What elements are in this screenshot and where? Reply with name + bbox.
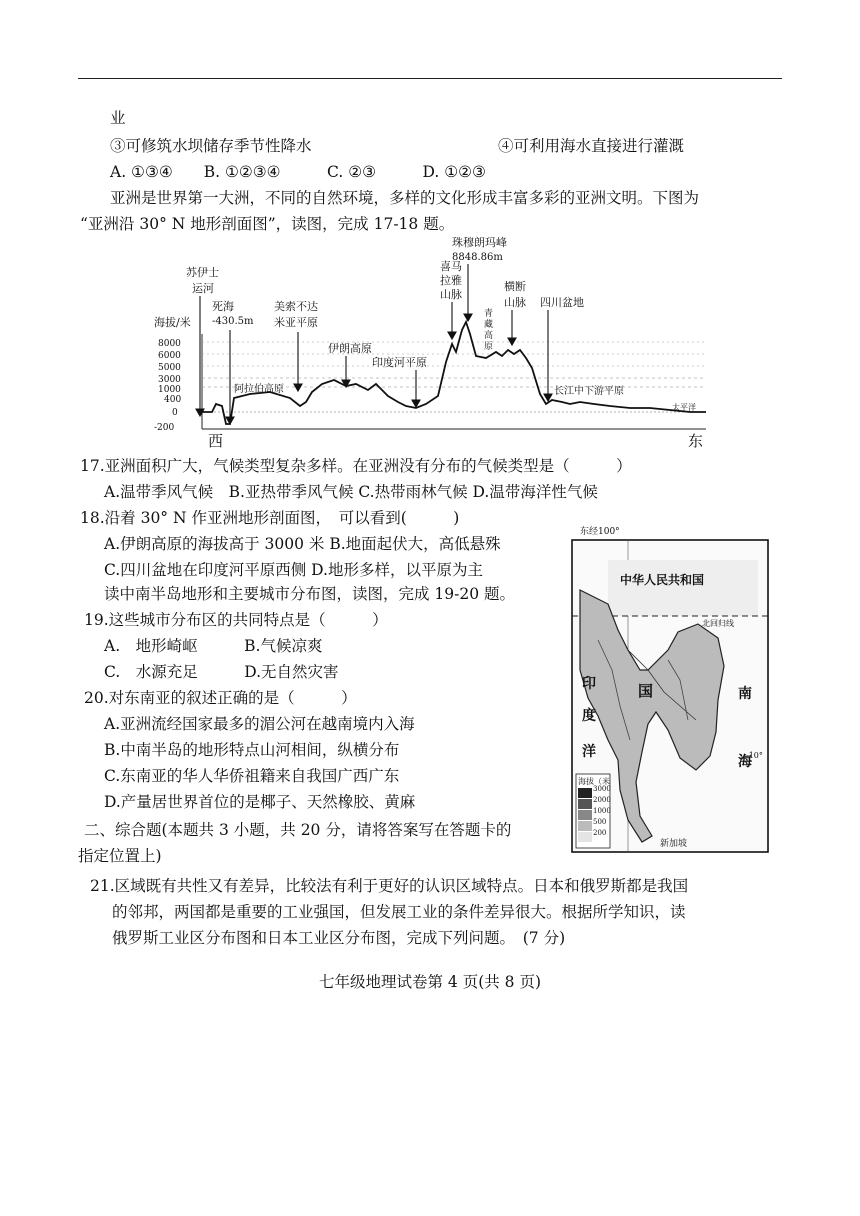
option-line: ④可利用海水直接进行灌溉 [498,137,685,155]
question-20: 20.对东南亚的叙述正确的是（ ） [84,689,357,707]
tick-0: 0 [172,408,178,418]
tick-3000: 3000 [158,375,181,385]
hd-label-2: 山脉 [504,296,526,309]
indochina-map [568,520,774,856]
meso-label-2: 米亚平原 [274,316,318,329]
map-country-label: 国 [638,682,654,700]
sichuan-label: 四川盆地 [540,296,584,309]
map-label-india-2: 度 [582,708,596,724]
question-19-options-ab: A. 地形崎岖 B.气候凉爽 [104,637,323,655]
legend-value: 500 [593,818,607,826]
question-20-option-a: A.亚洲流经国家最多的湄公河在越南境内入海 [104,715,415,733]
question-18-options-cd: C.四川盆地在印度河平原西侧 D.地形多样，以平原为主 [104,561,483,579]
terrain-profile [202,322,706,424]
qz-label-1: 青 [484,309,494,319]
map-label-sea: 海 [738,754,752,770]
page-footer: 七年级地理试卷第 4 页(共 8 页) [318,973,542,991]
question-17: 17.亚洲面积广大，气候类型复杂多样。在亚洲没有分布的气候类型是（ ） [80,457,632,475]
answer-choices: A. ①③④ B. ①②③④ C. ②③ D. ①②③ [110,163,486,181]
deadsea-label-2: -430.5m [212,316,254,327]
west-label: 西 [208,432,224,450]
question-19-options-cd: C. 水源充足 D.无自然灾害 [104,663,339,681]
tick-1000: 1000 [158,385,181,395]
map-label-india-1: 印 [582,676,596,692]
text-line: 亚洲是世界第一大洲，不同的自然环境，多样的文化形成丰富多彩的亚洲文明。下图为 [110,189,700,207]
china-label: 中华人民共和国 [620,573,705,587]
question-21: 21.区域既有共性又有差异，比较法有利于更好的认识区域特点。日本和俄罗斯都是我国 [90,877,689,895]
tropic-label: 北回归线 [702,619,734,628]
reading-instruction: 读中南半岛地形和主要城市分布图，读图，完成 19-20 题。 [104,585,516,603]
meridian-label: 东经100° [580,527,620,537]
everest-label-2: 8848.86m [452,252,503,263]
question-18-options-ab: A.伊朗高原的海拔高于 3000 米 B.地面起伏大，高低悬殊 [104,535,501,553]
text-line: “亚洲沿 30° N 地形剖面图”，读图，完成 17-18 题。 [80,215,455,233]
qz-label-4: 原 [484,342,494,352]
everest-label-1: 珠穆朗玛峰 [452,236,507,249]
asia-30n-profile [150,234,710,452]
legend-value: 2000 [593,796,611,804]
himal-label-1: 喜马 [440,260,462,273]
himal-label-2: 拉雅 [440,274,462,287]
tick-400: 400 [164,395,182,405]
arabia-label: 阿拉伯高原 [234,384,284,395]
qz-label-3: 高 [484,331,494,341]
section-2-heading: 二、综合题(本题共 3 小题，共 20 分，请将答案写在答题卡的 [84,821,512,839]
question-18: 18.沿着 30° N 作亚洲地形剖面图， 可以看到( ) [80,509,460,527]
legend-value: 3000 [593,785,611,793]
indus-label: 印度河平原 [372,356,427,369]
deadsea-label-1: 死海 [212,300,234,313]
question-21-cont: 俄罗斯工业区分布图和日本工业区分布图，完成下列问题。 (7 分) [112,929,566,947]
iran-label: 伊朗高原 [328,342,372,355]
tick-8000: 8000 [158,339,181,349]
text-line: 业 [110,109,126,127]
tick-5000: 5000 [158,363,181,373]
hd-label-1: 横断 [504,280,526,293]
tick-6000: 6000 [158,351,181,361]
meso-label-1: 美索不达 [274,300,318,313]
option-line: ③可修筑水坝储存季节性降水 [110,137,312,155]
east-label: 东 [688,432,704,450]
himal-label-3: 山脉 [440,288,462,301]
y-axis-label: 海拔/米 [154,316,191,329]
legend-title: 海拔（米 [578,777,610,786]
yangtze-label: 长江中下游平原 [554,386,624,397]
pacific-label: 太平洋 [672,403,696,412]
question-17-options: A.温带季风气候 B.亚热带季风气候 C.热带雨林气候 D.温带海洋性气候 [104,483,598,501]
legend-value: 1000 [593,807,611,815]
section-2-heading-cont: 指定位置上) [78,847,162,865]
question-20-option-c: C.东南亚的华人华侨祖籍来自我国广西广东 [104,767,400,785]
header-rule [78,78,782,79]
question-20-option-b: B.中南半岛的地形特点山河相间，纵横分布 [104,741,400,759]
legend-value: 200 [593,829,607,837]
question-20-option-d: D.产量居世界首位的是椰子、天然橡胶、黄麻 [104,793,416,811]
lat-10-label: -10° [746,751,763,760]
suez-label-1: 苏伊士 [186,266,219,279]
map-label-south: 南 [738,686,752,702]
tick-minus200: -200 [154,423,175,433]
question-21-cont: 的邻邦，两国都是重要的工业强国，但发展工业的条件差异很大。根据所学知识，读 [112,903,686,921]
suez-label-2: 运河 [192,282,214,295]
question-19: 19.这些城市分布区的共同特点是（ ） [84,611,388,629]
singapore-label: 新加坡 [660,839,688,849]
map-label-india-3: 洋 [582,744,596,760]
qz-label-2: 藏 [484,320,494,330]
